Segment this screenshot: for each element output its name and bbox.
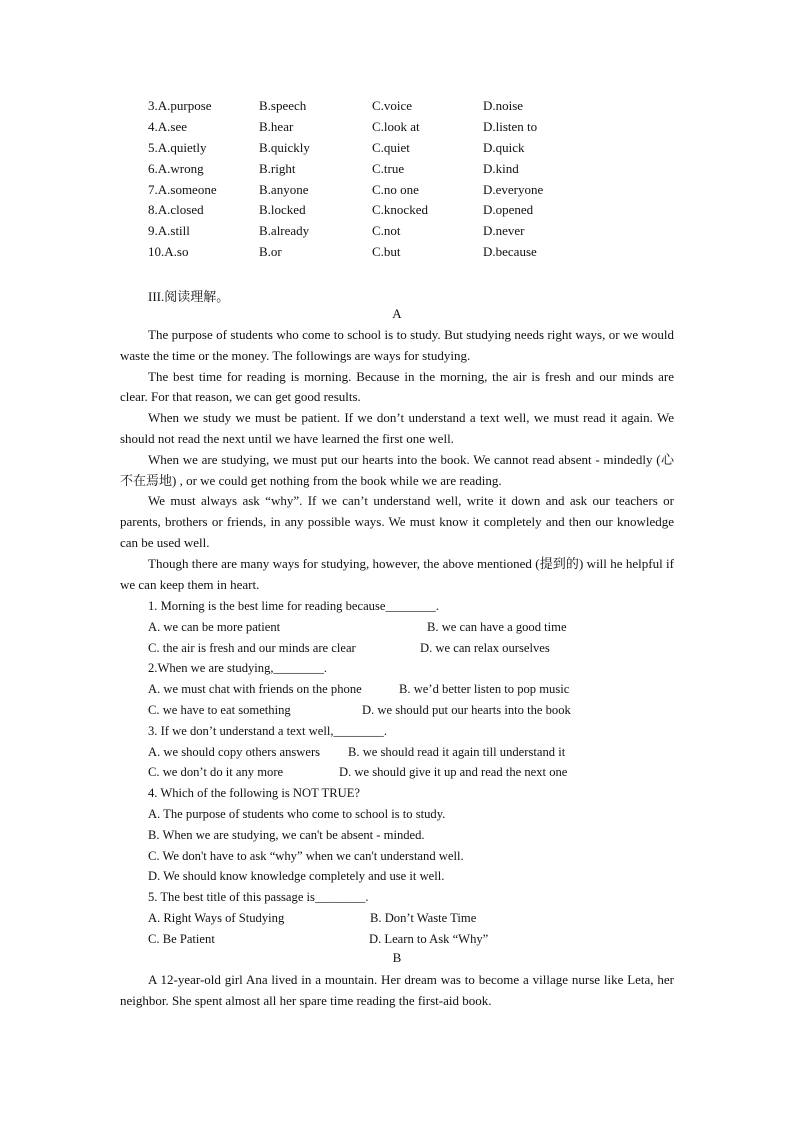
answer-row	[148, 617, 688, 638]
paragraph: A 12-year-old girl Ana lived in a mountain. Her dream was to become a village nurse like Leta, her neighbor. She spent almost all her spare time reading the first-aid book.	[120, 972, 674, 1008]
option-d: D.quick	[483, 139, 525, 155]
options-row	[148, 221, 708, 242]
option-a: 7.A.someone	[148, 181, 217, 197]
answer-c: C. we have to eat something	[148, 702, 291, 717]
answer-row	[148, 638, 688, 659]
question-stem	[148, 783, 688, 804]
options-row	[148, 242, 708, 263]
options-row	[148, 96, 708, 117]
question-text: 3. If we don’t understand a text well,________.	[148, 723, 387, 738]
option-a: 6.A.wrong	[148, 160, 204, 176]
option-b: B.speech	[259, 98, 307, 114]
answer-a: A. Right Ways of Studying	[148, 910, 285, 925]
option-d: D.never	[483, 223, 525, 239]
answer-d: D. Learn to Ask “Why”	[369, 931, 489, 946]
question-stem	[148, 658, 688, 679]
option-c: C.voice	[372, 98, 413, 114]
answer-row	[148, 908, 688, 929]
answer-b: B. we should read it again till understand it	[348, 744, 566, 759]
answer-b: B. we’d better listen to pop music	[399, 682, 570, 697]
option-d: D.kind	[483, 160, 519, 176]
cloze-options-table	[148, 96, 708, 262]
option-b: B.anyone	[259, 181, 309, 197]
question-text: 5. The best title of this passage is________.	[148, 890, 369, 905]
answer-a: A. The purpose of students who come to school is to study.	[148, 806, 446, 821]
option-c: C.but	[372, 243, 401, 259]
option-d: D.listen to	[483, 119, 538, 135]
answer-row	[148, 866, 688, 887]
question-text: 1. Morning is the best lime for reading because________.	[148, 599, 439, 613]
passage-b-letter: B	[392, 950, 402, 965]
option-b: B.or	[259, 243, 282, 259]
answer-row	[148, 929, 688, 950]
option-b: B.already	[259, 223, 310, 239]
options-row	[148, 138, 708, 159]
paragraph: The purpose of students who come to school is to study. But studying needs right ways, or we would waste the time or the money. The followings are ways for studying.	[120, 327, 674, 363]
option-a: 3.A.purpose	[148, 98, 212, 114]
answer-c: C. we don’t do it any more	[148, 765, 284, 780]
option-c: C.quiet	[372, 139, 410, 155]
option-d: D.opened	[483, 202, 534, 218]
option-b: B.right	[259, 160, 296, 176]
paragraph: When we are studying, we must put our hearts into the book. We cannot read absent - mindedly (心不在焉地) , or we could get nothing from the book while we are reading.	[120, 451, 674, 488]
option-a: 10.A.so	[148, 243, 189, 259]
options-row	[148, 200, 708, 221]
answer-c: C. Be Patient	[148, 931, 215, 946]
option-c: C.no one	[372, 181, 419, 197]
answer-a: A. we can be more patient	[148, 619, 281, 634]
answer-row	[148, 804, 688, 825]
answer-d: D. We should know knowledge completely and use it well.	[148, 869, 445, 884]
option-a: 9.A.still	[148, 223, 190, 239]
option-c: C.true	[372, 160, 405, 176]
answer-a: A. we must chat with friends on the phone	[148, 682, 362, 697]
question-stem	[148, 596, 688, 617]
answer-d: D. we can relax ourselves	[420, 640, 550, 655]
answer-a: A. we should copy others answers	[148, 744, 321, 759]
options-row	[148, 179, 708, 200]
passage-a-letter: A	[392, 306, 402, 321]
option-c: C.knocked	[372, 202, 428, 218]
options-row	[148, 117, 708, 138]
answer-row	[148, 846, 688, 867]
paragraph: We must always ask “why”. If we can’t understand well, write it down and ask our teachers or parents, brothers or friends, in any possible ways. We must know it completely and then our knowledge can be used well.	[120, 493, 674, 550]
answer-b: B. Don’t Waste Time	[370, 910, 477, 925]
answer-b: B. we can have a good time	[427, 619, 567, 634]
paragraph: The best time for reading is morning. Because in the morning, the air is fresh and our minds are clear. For that reason, we can get good results.	[120, 368, 674, 405]
option-a: 8.A.closed	[148, 202, 204, 218]
answer-b: B. When we are studying, we can't be absent - minded.	[148, 827, 425, 842]
option-a: 5.A.quietly	[148, 139, 207, 155]
option-d: D.noise	[483, 98, 524, 114]
option-d: D.everyone	[483, 181, 544, 197]
answer-row	[148, 825, 688, 846]
answer-row	[148, 679, 688, 700]
answer-d: D. we should give it up and read the next one	[339, 765, 568, 780]
question-text: 4. Which of the following is NOT TRUE?	[148, 786, 360, 801]
answer-c: C. the air is fresh and our minds are clear	[148, 640, 356, 655]
paragraph: Though there are many ways for studying, however, the above mentioned (提到的) will he helpful if we can keep them in heart.	[120, 555, 674, 592]
option-b: B.quickly	[259, 139, 310, 155]
option-c: C.look at	[372, 119, 420, 135]
paragraph: When we study we must be patient. If we don’t understand a text well, we must read it again. We should not read the next until we have learned the first one well.	[120, 410, 674, 446]
question-stem	[148, 721, 688, 742]
question-text: 2.When we are studying,________.	[148, 661, 328, 676]
answer-d: D. we should put our hearts into the book	[362, 702, 571, 717]
section-title: III.阅读理解。	[148, 289, 230, 304]
answer-row	[148, 700, 688, 721]
passage-a-questions	[148, 596, 688, 950]
answer-c: C. We don't have to ask “why” when we can't understand well.	[148, 848, 464, 863]
option-c: C.not	[372, 223, 401, 239]
question-stem	[148, 887, 688, 908]
answer-row	[148, 742, 688, 763]
option-b: B.hear	[259, 119, 294, 135]
option-d: D.because	[483, 243, 537, 259]
option-a: 4.A.see	[148, 119, 187, 135]
option-b: B.locked	[259, 202, 306, 218]
answer-row	[148, 762, 688, 783]
passage-b-body	[120, 970, 674, 1012]
passage-a-body	[120, 325, 674, 595]
options-row	[148, 158, 708, 179]
